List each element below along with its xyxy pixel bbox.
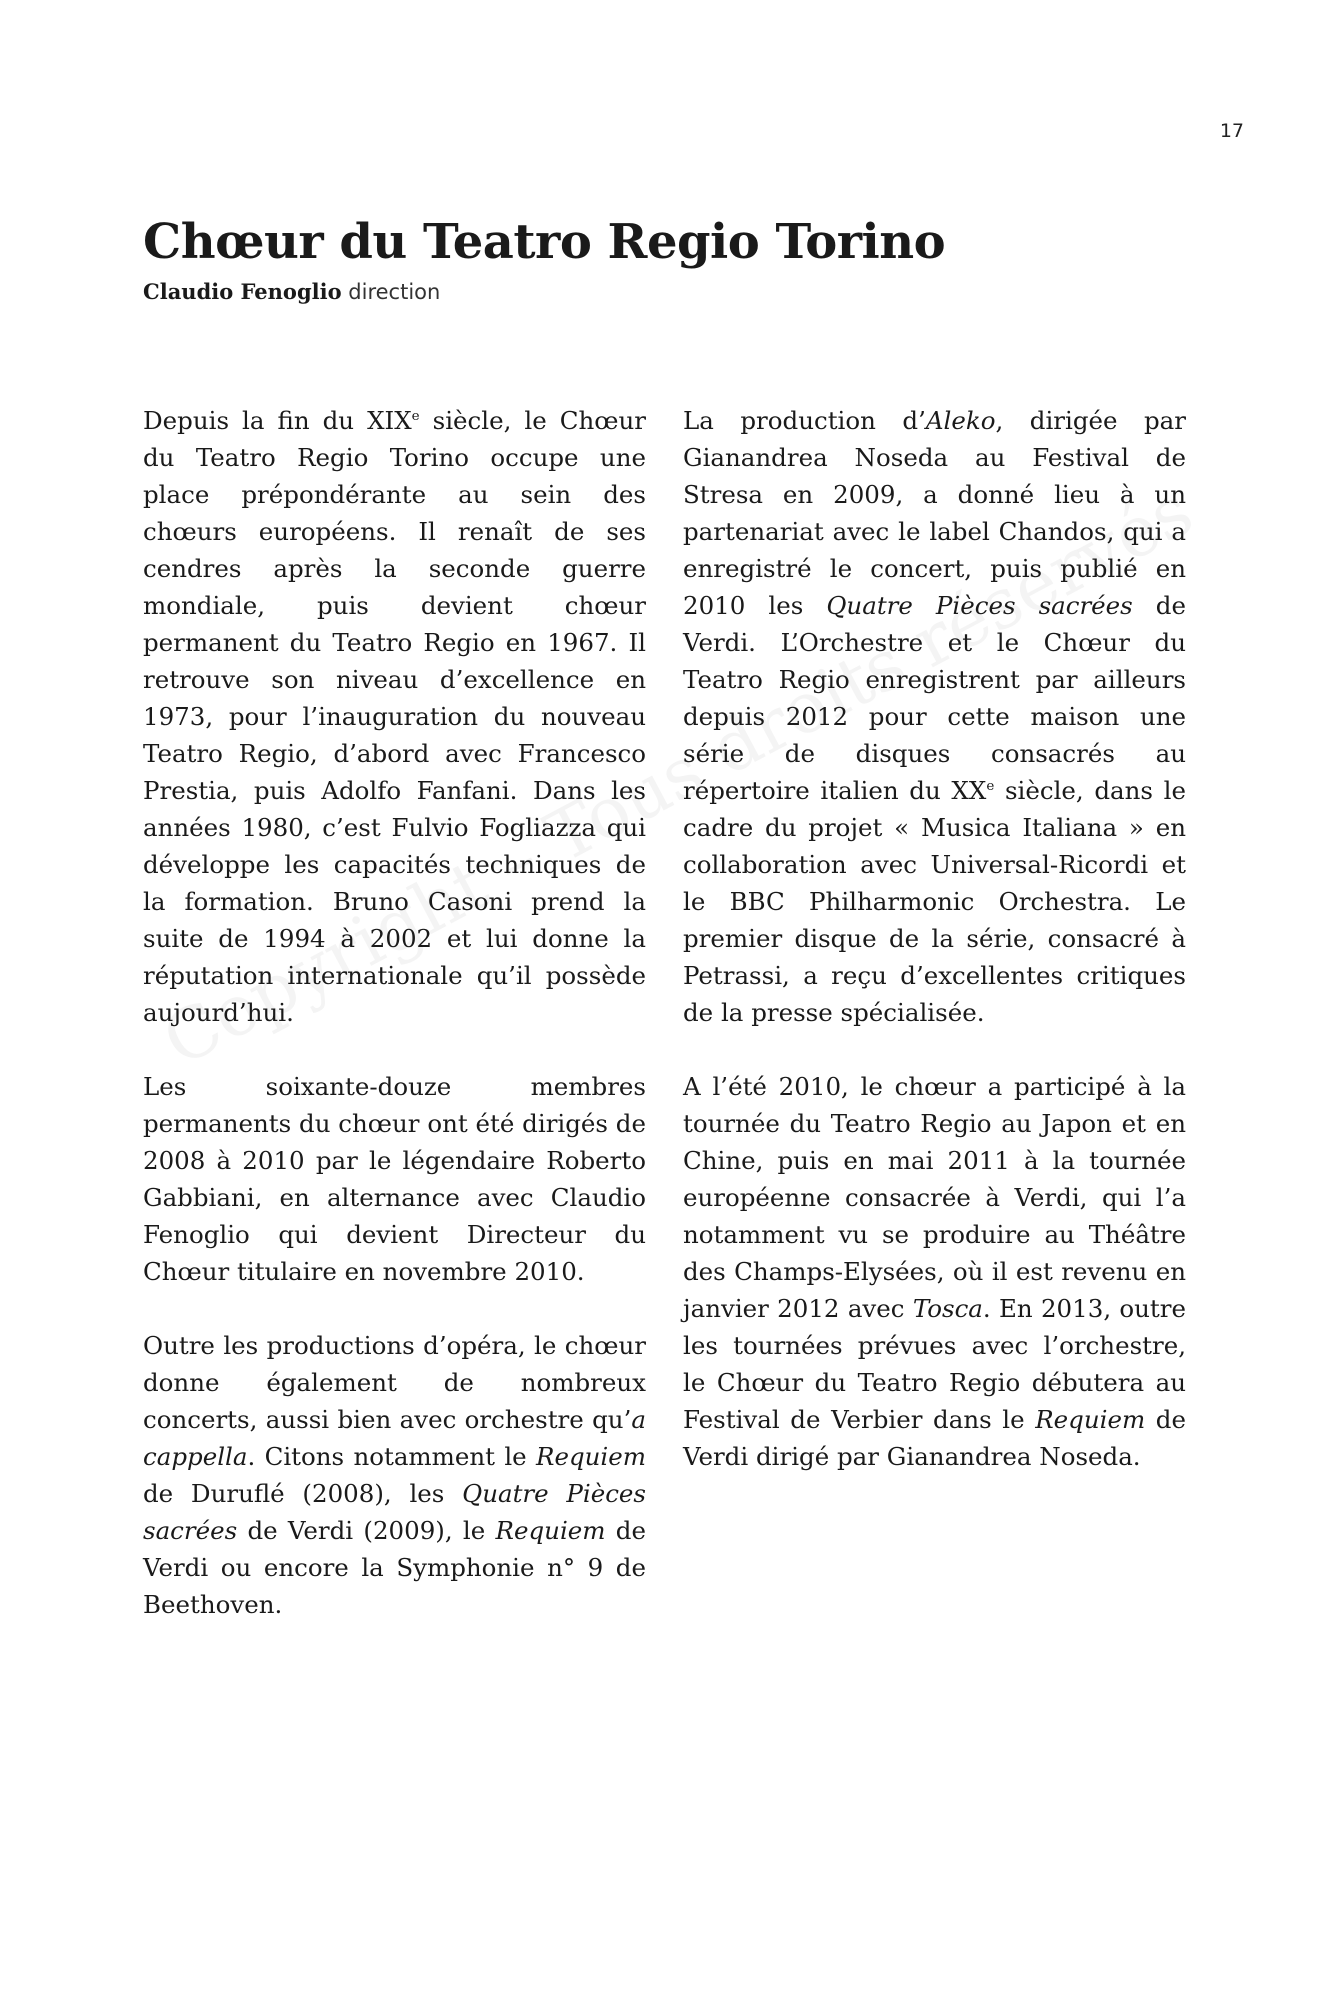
page-number: 17 — [1219, 120, 1244, 142]
paragraph: La production d’Aleko, dirigée par Gianandrea Noseda au Festival de Stresa en 2009, a donné lieu à un partenariat avec le label Chandos, qui a enregistré le concert, puis publié en 2010 les Quatre Pièces sacrées de Verdi. L’Orchestre et le Chœur du Teatro Regio enregistrent par ailleurs depuis 2012 pour cette maison une série de disques consacrés au répertoire italien du XXe siècle, dans le cadre du projet « Musica Italiana » en collaboration avec Universal-Ricordi et le BBC Philharmonic Orchestra. Le premier disque de la série, consacré à Petrassi, a reçu d’excellentes critiques de la presse spécialisée. — [683, 406, 1186, 1027]
paragraph: Depuis la fin du XIXe siècle, le Chœur du Teatro Regio Torino occupe une place prépondérante au sein des chœurs européens. Il renaît de ses cendres après la seconde guerre mondiale, puis devient chœur permanent du Teatro Regio en 1967. Il retrouve son niveau d’excellence en 1973, pour l’inauguration du nouveau Teatro Regio, d’abord avec Francesco Prestia, puis Adolfo Fanfani. Dans les années 1980, c’est Fulvio Fogliazza qui développe les capacités techniques de la formation. Bruno Casoni prend la suite de 1994 à 2002 et lui donne la réputation internationale qu’il possède aujourd’hui. — [143, 406, 646, 1027]
subtitle — [143, 279, 440, 304]
page-title: Chœur du Teatro Regio Torino — [143, 214, 946, 270]
conductor-role: direction — [348, 280, 441, 304]
paragraph: A l’été 2010, le chœur a participé à la tournée du Teatro Regio au Japon et en Chine, puis en mai 2011 à la tournée européenne consacrée à Verdi, qui l’a notamment vu se produire au Théâtre des Champs-Elysées, où il est revenu en janvier 2012 avec Tosca. En 2013, outre les tournées prévues avec l’orchestre, le Chœur du Teatro Regio débutera au Festival de Verbier dans le Requiem de Verdi dirigé par Gianandrea Noseda. — [683, 1072, 1186, 1471]
paragraph: Les soixante-douze membres permanents du chœur ont été dirigés de 2008 à 2010 par le légendaire Roberto Gabbiani, en alternance avec Claudio Fenoglio qui devient Directeur du Chœur titulaire en novembre 2010. — [143, 1072, 646, 1286]
paragraph: Outre les productions d’opéra, le chœur donne également de nombreux concerts, aussi bien avec orchestre qu’a cappella. Citons notamment le Requiem de Duruflé (2008), les Quatre Pièces sacrées de Verdi (2009), le Requiem de Verdi ou encore la Symphonie n° 9 de Beethoven. — [143, 1331, 647, 1619]
right-column — [683, 402, 1186, 1475]
left-column — [143, 402, 646, 1623]
conductor-name: Claudio Fenoglio — [143, 279, 342, 304]
